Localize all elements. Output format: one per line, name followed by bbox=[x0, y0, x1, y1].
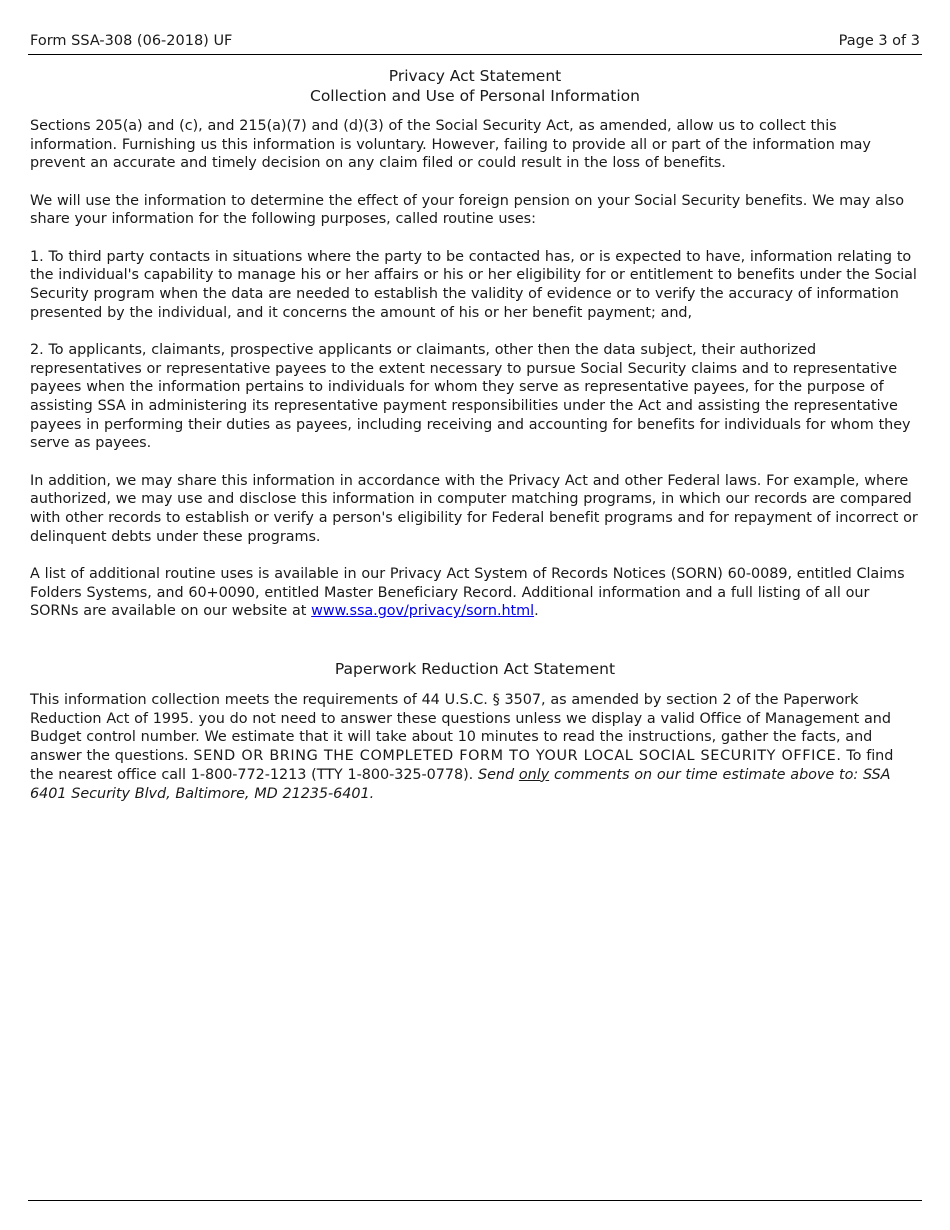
privacy-paragraph-use-2: 2. To applicants, claimants, prospective applicants or claimants, other then the data subject, their authorized representatives or representative payees to the extent necessary to pursue Social Security claims and to representative payees when the information pertains to individuals for whom they serve as representative payees, for the purpose of assisting SSA in administering its representative payment responsibilities under the Act and assisting the representative payees in performing their duties as payees, including receiving and accounting for benefits for individuals for whom they serve as payees. bbox=[30, 341, 911, 452]
privacy-paragraph-sorn bbox=[30, 565, 920, 621]
privacy-act-headings bbox=[30, 66, 920, 106]
header-divider bbox=[28, 54, 922, 55]
privacy-paragraph-federal-laws: In addition, we may share this information in accordance with the Privacy Act and other Federal laws. For example, where authorized, we may use and disclose this information in computer matching programs, in which our records are compared with other records to establish or verify a person's eligibility for Federal benefit programs and for repayment of incorrect or delinquent debts under these programs. bbox=[30, 472, 918, 545]
paperwork-paragraph bbox=[30, 691, 920, 803]
privacy-paragraph-authority: Sections 205(a) and (c), and 215(a)(7) and (d)(3) of the Social Security Act, as amended, allow us to collect this information. Furnishing us this information is voluntary. However, failing to provide all or part of the information may prevent an accurate and timely decision on any claim filed or could result in the loss of benefits. bbox=[30, 118, 871, 172]
paperwork-text: This information collection meets the requirements of 44 U.S.C. § 3507, as amended by section 2 of the Paperwork Reduction Act of 1995. you do not need to answer these questions unless we display a valid Office of Management and Budget control number. We estimate that it will take about 10 minutes to read the instructions, gather the facts, and answer the questions. bbox=[30, 692, 891, 765]
privacy-act-title: Privacy Act Statement bbox=[388, 67, 562, 85]
privacy-paragraph-routine-uses: We will use the information to determine the effect of your foreign pension on your Social Security benefits. We may also share your information for the following purposes, called routine uses: bbox=[30, 192, 905, 228]
send-word: Send bbox=[478, 766, 519, 783]
page-number: Page 3 of 3 bbox=[838, 33, 920, 49]
form-header bbox=[30, 30, 920, 52]
footer-divider bbox=[28, 1200, 922, 1201]
form-page bbox=[30, 0, 920, 1230]
phone-info: To find the nearest office call 1-800-772-1213 (TTY 1-800-325-0778). bbox=[30, 748, 894, 783]
sorn-link[interactable]: www.ssa.gov/privacy/sorn.html bbox=[311, 603, 535, 620]
only-word: only bbox=[518, 766, 550, 783]
comment-address: comments on our time estimate above to: SSA 6401 Security Blvd, Baltimore, MD 21235-6401. bbox=[30, 766, 891, 802]
paperwork-act-title: Paperwork Reduction Act Statement bbox=[334, 660, 616, 678]
sorn-period: . bbox=[534, 603, 539, 620]
privacy-act-subtitle: Collection and Use of Personal Information bbox=[310, 87, 640, 105]
privacy-paragraph-use-1: 1. To third party contacts in situations where the party to be contacted has, or is expected to have, information relating to the individual's capability to manage his or her affairs or his or her eligibility for or entitlement to benefits under the Social Security program when the data are needed to establish the validity of evidence or to verify the accuracy of information presented by the individual, and it concerns the amount of his or her benefit payment; and, bbox=[30, 248, 917, 321]
paperwork-reduction-section bbox=[30, 659, 920, 803]
send-instruction: SEND OR BRING THE COMPLETED FORM TO YOUR LOCAL SOCIAL SECURITY OFFICE. bbox=[193, 748, 842, 765]
sorn-text: A list of additional routine uses is available in our Privacy Act System of Records Notices (SORN) 60-0089, entitled Claims Folders Systems, and 60+0090, entitled Master Beneficiary Record. Additional information and a full listing of all our SORNs are available on our website at bbox=[30, 565, 905, 620]
privacy-act-section bbox=[30, 66, 920, 621]
form-number: Form SSA-308 (06-2018) UF bbox=[30, 33, 233, 49]
